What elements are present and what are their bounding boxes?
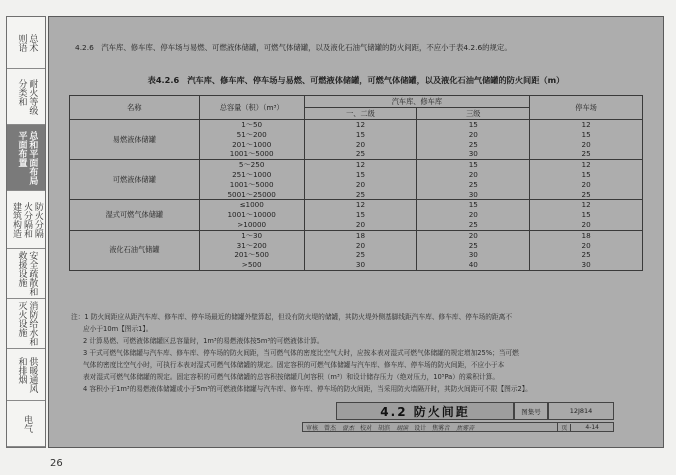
- row-values: 15 20 25 30: [417, 120, 530, 160]
- sign-label: 审核: [306, 424, 319, 432]
- section-title: 4.2 防火间距: [336, 402, 514, 420]
- sidebar-tab-label: 和排烟: [16, 356, 27, 384]
- row-values: ≤1000 1001～10000 >10000: [199, 200, 304, 230]
- clause-text: 4.2.6 汽车库、修车库、停车场与易燃、可燃液体储罐，可燃气体储罐，以及液化石油气储罐的防火间距，不应小于表4.2.6的规定。: [75, 43, 512, 52]
- note-line: 气体的密度比空气小时，可执行本表对湿式可燃气体储罐的规定。固定容积的可燃气体储罐与汽车库、修车库、停车场的防火间距，不应小于本: [83, 361, 505, 369]
- sidebar-tab-label: 耐火等级: [27, 78, 38, 115]
- row-name: 可燃液体储罐: [70, 160, 200, 200]
- sign-name: 曾杰: [324, 424, 337, 432]
- chapter-sidebar: [6, 16, 46, 448]
- row-values: 12 15 20 25: [530, 160, 643, 200]
- page-label: 页: [557, 423, 570, 432]
- table-notes: [71, 311, 661, 395]
- sign-label: 校对: [360, 424, 373, 432]
- sidebar-tab-label: 电气: [21, 414, 32, 433]
- sidebar-tab-label: 总术: [27, 33, 38, 52]
- sidebar-tab-label: 消防给水和: [27, 301, 38, 346]
- sidebar-tab[interactable]: [7, 249, 45, 299]
- note-line: 3 干式可燃气体储罐与汽车库、修车库、停车场的防火间距，当可燃气体的密度比空气大时，应按本表对湿式可燃气体储罐的规定增加25%；当可燃: [83, 349, 519, 357]
- sidebar-tab-label: 供暖通风: [27, 356, 38, 393]
- signature-row: [302, 422, 614, 432]
- sidebar-tab[interactable]: [7, 401, 45, 447]
- header-name: 名称: [70, 96, 200, 120]
- row-name: 液化石油气储罐: [70, 230, 200, 270]
- note-line: 2 计算易燃、可燃液体储罐区总容量时，1m³的易燃液体按5m³的可燃液体计算。: [83, 337, 324, 345]
- table-caption: 表4.2.6 汽车库、修车库、停车场与易燃、可燃液体储罐，可燃气体储罐，以及液化石油气储罐的防火间距（m）: [147, 75, 565, 85]
- header-grade-1-2: 一、二级: [304, 108, 417, 120]
- row-values: 12 15 20: [304, 200, 417, 230]
- row-values: 12 15 20: [530, 200, 643, 230]
- row-values: 18 20 25 30: [304, 230, 417, 270]
- page-number: 26: [50, 458, 63, 469]
- content-panel: [48, 16, 664, 448]
- sidebar-tab-label: 灭火设施: [16, 301, 27, 337]
- header-grade-3: 三级: [417, 108, 530, 120]
- table-row: [70, 200, 643, 230]
- row-values: 15 20 25: [417, 200, 530, 230]
- header-garage: 汽车库、修车库: [304, 96, 530, 108]
- row-name: 湿式可燃气体储罐: [70, 200, 200, 230]
- sidebar-tab-label: 总和平面布局: [27, 130, 38, 185]
- sign-signature: 曾杰: [342, 424, 355, 432]
- sign-signature: 焦雾音: [456, 424, 475, 432]
- sidebar-tab-label: 防火分隔: [32, 201, 43, 238]
- row-values: 15 20 25 30: [417, 160, 530, 200]
- sign-label: 设计: [414, 424, 427, 432]
- table-row: [70, 230, 643, 270]
- sign-signature: 胡滨: [396, 424, 409, 432]
- note-line: 表对湿式可燃气体储罐的规定。固定容积的可燃气体储罐的总容积按储罐几何容积（m³）和设计储存压力（绝对压力，10⁵Pa）的乘积计算。: [83, 373, 500, 381]
- row-values: 18 20 25 30: [530, 230, 643, 270]
- row-values: 1～30 31～200 201～500 >500: [199, 230, 304, 270]
- row-values: 12 15 20 25: [304, 160, 417, 200]
- sidebar-tab-label: 救援设施: [16, 251, 27, 287]
- sidebar-tab-label: 安全疏散和: [27, 251, 38, 296]
- sidebar-tab[interactable]: [7, 17, 45, 69]
- sidebar-tab-label: 平面布置: [16, 130, 27, 167]
- sidebar-tab[interactable]: [7, 191, 45, 249]
- row-values: 1～50 51～200 201～1000 1001～5000: [199, 120, 304, 160]
- header-capacity: 总容量（积）（m³）: [199, 96, 304, 120]
- sidebar-tab[interactable]: [7, 69, 45, 125]
- sign-name: 胡滨: [378, 424, 391, 432]
- sidebar-tab-label: 建筑构造: [11, 201, 22, 238]
- row-values: 5～250 251～1000 1001～5000 5001～25000: [199, 160, 304, 200]
- note-line: 注：1 防火间距应从距汽车库、修车库、停车场最近的储罐外壁算起，但设有防火堤的储罐，其防火堤外侧基脚线距汽车库、修车库、停车场的距离不: [71, 313, 513, 321]
- sign-name: 焦雾音: [432, 424, 451, 432]
- atlas-label: 图集号: [514, 402, 548, 420]
- sidebar-tab[interactable]: [7, 299, 45, 349]
- page-code: 4-14: [570, 424, 613, 431]
- sidebar-tab[interactable]: [7, 349, 45, 401]
- fire-distance-table: [69, 95, 643, 271]
- note-line: 应小于10m【图示1】。: [83, 325, 153, 333]
- row-values: 12 15 20 25: [530, 120, 643, 160]
- row-name: 易燃液体储罐: [70, 120, 200, 160]
- header-parking: 停车场: [530, 96, 643, 120]
- atlas-number: 12J814: [548, 402, 614, 420]
- sidebar-tab-label: 分类和: [16, 78, 27, 106]
- table-row: [70, 120, 643, 160]
- row-values: 20 25 30 40: [417, 230, 530, 270]
- note-line: 4 容积小于1m³的易燃液体储罐或小于5m³的可燃液体储罐与汽车库、修车库、停车场的防火间距，当采用防火墙隔开时，其防火间距可不限【图示2】。: [83, 385, 532, 393]
- table-row: [70, 160, 643, 200]
- sidebar-tab-label: 则语: [16, 33, 27, 52]
- sidebar-tab[interactable]: [7, 125, 45, 191]
- sidebar-tab-label: 火分隔和: [21, 201, 32, 238]
- row-values: 12 15 20 25: [304, 120, 417, 160]
